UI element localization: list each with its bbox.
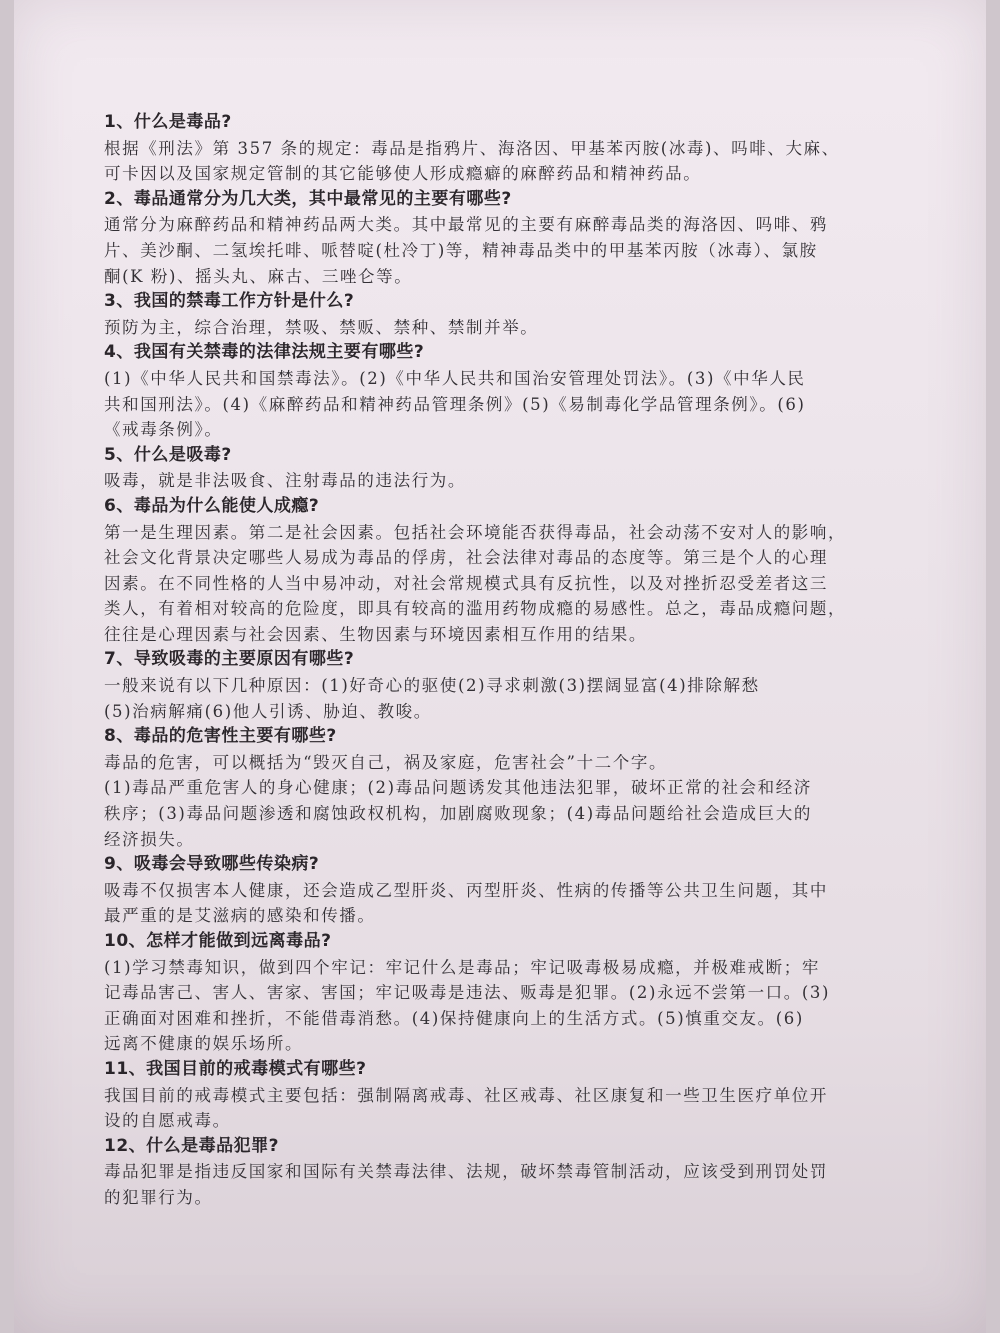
question-heading: 2、毒品通常分为几大类，其中最常见的主要有哪些? — [104, 188, 512, 209]
answer-line: 正确面对困难和挫折，不能借毒消愁。(4)保持健康向上的生活方式。(5)慎重交友。(6) — [104, 1008, 804, 1028]
answer-line: 酮(K 粉)、摇头丸、麻古、三唑仑等。 — [104, 266, 413, 286]
answer-line: 毒品犯罪是指违反国家和国际有关禁毒法律、法规，破坏禁毒管制活动，应该受到刑罚处罚 — [104, 1162, 828, 1182]
qa-section — [104, 187, 944, 289]
answer-line: 往往是心理因素与社会因素、生物因素与环境因素相互作用的结果。 — [104, 624, 647, 644]
answer-line: 吸毒不仅损害本人健康，还会造成乙型肝炎、丙型肝炎、性病的传播等公共卫生问题，其中 — [104, 880, 828, 900]
answer-line: 记毒品害己、害人、害家、害国；牢记吸毒是违法、贩毒是犯罪。(2)永远不尝第一口。(3) — [104, 983, 831, 1003]
answer-text — [104, 673, 944, 724]
question-heading: 4、我国有关禁毒的法律法规主要有哪些? — [104, 342, 425, 363]
question-heading: 8、毒品的危害性主要有哪些? — [104, 726, 337, 747]
document-body — [104, 110, 944, 1211]
answer-line: 共和国刑法》。(4)《麻醉药品和精神药品管理条例》(5)《易制毒化学品管理条例》。(6) — [104, 394, 806, 414]
answer-line: 第一是生理因素。第二是社会因素。包括社会环境能否获得毒品，社会动荡不安对人的影响， — [104, 522, 847, 542]
answer-line: 片、美沙酮、二氢埃托啡、哌替啶(杜冷丁)等，精神毒品类中的甲基苯丙胺（冰毒）、氯胺 — [104, 240, 818, 260]
answer-line: 吸毒，就是非法吸食、注射毒品的违法行为。 — [104, 471, 466, 491]
answer-line: 毒品的危害，可以概括为“毁灭自己，祸及家庭，危害社会”十二个字。 — [104, 752, 668, 772]
qa-section — [104, 1057, 944, 1134]
answer-line: 的犯罪行为。 — [104, 1187, 213, 1207]
question-heading: 9、吸毒会导致哪些传染病? — [104, 854, 320, 875]
question-heading: 7、导致吸毒的主要原因有哪些? — [104, 649, 355, 670]
answer-text — [104, 955, 944, 1057]
qa-section — [104, 1134, 944, 1211]
paper-sheet — [14, 0, 986, 1333]
qa-section — [104, 289, 944, 340]
qa-section — [104, 929, 944, 1057]
answer-text — [104, 212, 944, 289]
answer-line: 我国目前的戒毒模式主要包括：强制隔离戒毒、社区戒毒、社区康复和一些卫生医疗单位开 — [104, 1085, 828, 1105]
answer-text — [104, 1083, 944, 1134]
answer-line: 社会文化背景决定哪些人易成为毒品的俘虏，社会法律对毒品的态度等。第三是个人的心理 — [104, 548, 828, 568]
answer-line: 通常分为麻醉药品和精神药品两大类。其中最常见的主要有麻醉毒品类的海洛因、吗啡、鸦 — [104, 215, 828, 235]
answer-line: 类人，有着相对较高的危险度，即具有较高的滥用药物成瘾的易感性。总之，毒品成瘾问题， — [104, 599, 847, 619]
answer-line: 一般来说有以下几种原因：(1)好奇心的驱使(2)寻求刺激(3)摆阔显富(4)排除解愁 — [104, 676, 760, 696]
answer-text — [104, 520, 944, 648]
question-heading: 5、什么是吸毒? — [104, 444, 232, 465]
question-heading: 6、毒品为什么能使人成瘾? — [104, 495, 320, 516]
qa-section — [104, 443, 944, 494]
answer-text — [104, 366, 944, 443]
answer-line: 根据《刑法》第 357 条的规定：毒品是指鸦片、海洛因、甲基苯丙胺(冰毒)、吗啡、大麻、 — [104, 138, 840, 158]
answer-line: 设的自愿戒毒。 — [104, 1111, 231, 1131]
question-heading: 10、怎样才能做到远离毒品? — [104, 931, 332, 951]
answer-line: 《戒毒条例》。 — [104, 420, 223, 440]
question-heading: 12、什么是毒品犯罪? — [104, 1135, 280, 1156]
question-heading: 3、我国的禁毒工作方针是什么? — [104, 291, 355, 312]
answer-line: 远离不健康的娱乐场所。 — [104, 1034, 304, 1054]
qa-section — [104, 724, 944, 852]
answer-line: (1)学习禁毒知识，做到四个牢记：牢记什么是毒品；牢记吸毒极易成瘾，并极难戒断；牢 — [104, 957, 820, 977]
answer-text — [104, 136, 944, 187]
answer-line: (1)毒品严重危害人的身心健康；(2)毒品问题诱发其他违法犯罪，破坏正常的社会和经济 — [104, 778, 812, 798]
answer-text — [104, 1159, 944, 1210]
answer-text — [104, 468, 944, 494]
question-heading: 1、什么是毒品? — [104, 112, 232, 132]
qa-section — [104, 110, 944, 187]
qa-section — [104, 852, 944, 929]
answer-line: 最严重的是艾滋病的感染和传播。 — [104, 906, 376, 926]
answer-line: 可卡因以及国家规定管制的其它能够使人形成瘾癖的麻醉药品和精神药品。 — [104, 164, 702, 184]
qa-section — [104, 494, 944, 648]
answer-text — [104, 878, 944, 929]
answer-text — [104, 315, 944, 341]
answer-line: (1)《中华人民共和国禁毒法》。(2)《中华人民共和国治安管理处罚法》。(3)《中华人民 — [104, 368, 806, 388]
answer-line: (5)治病解痛(6)他人引诱、胁迫、教唆。 — [104, 701, 432, 721]
qa-section — [104, 340, 944, 442]
answer-line: 经济损失。 — [104, 829, 195, 849]
answer-text — [104, 750, 944, 852]
answer-line: 秩序；(3)毒品问题渗透和腐蚀政权机构，加剧腐败现象；(4)毒品问题给社会造成巨大的 — [104, 804, 812, 824]
question-heading: 11、我国目前的戒毒模式有哪些? — [104, 1058, 367, 1079]
qa-section — [104, 647, 944, 724]
answer-line: 预防为主，综合治理，禁吸、禁贩、禁种、禁制并举。 — [104, 317, 539, 337]
answer-line: 因素。在不同性格的人当中易冲动，对社会常规模式具有反抗性，以及对挫折忍受差者这三 — [104, 573, 828, 593]
